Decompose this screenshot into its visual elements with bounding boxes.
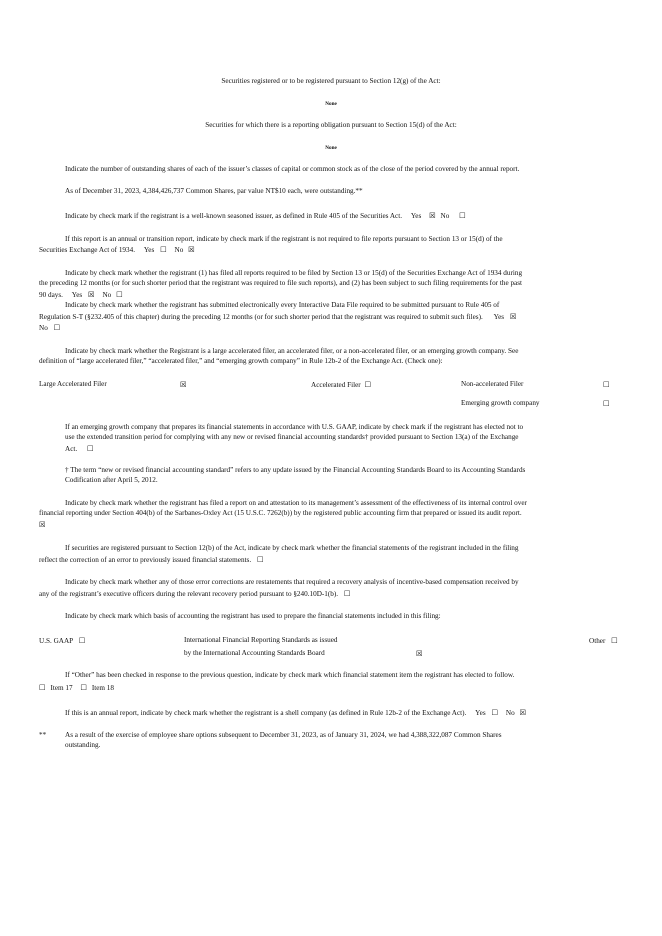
section-15d-heading: Securities for which there is a reporting obligation pursuant to Section 15(d) of the Act: [205,121,457,129]
ifrs-label-line1: International Financial Reporting Standards as issued [184,636,338,644]
us-gaap-label: U.S. GAAP [39,637,73,645]
outstanding-shares-intro: Indicate the number of outstanding shares of each of the issuer’s classes of capital or common stock as of the close of the period covered by the annual report. [65,165,520,173]
large-accelerated-checkbox[interactable]: ☒ [180,380,187,389]
not-required-no-label: No [174,246,184,254]
emerging-growth-checkbox[interactable]: ☐ [603,399,610,408]
filer-line1: Indicate by check mark whether the Registrant is a large accelerated filer, an accelerated filer, or a non-accelerated filer, or an emerging growth company. See [65,347,519,355]
not-required-no-checkbox[interactable]: ☒ [188,245,195,254]
not-required-yes-label: Yes [143,246,155,254]
section-12g-heading: Securities registered or to be registered pursuant to Section 12(g) of the Act: [221,77,441,85]
section-12b-text: reflect the correction of an error to previously issued financial statements. [39,556,252,564]
item17-label: Item 17 [50,684,73,692]
filed-reports-no-checkbox[interactable]: ☐ [116,290,123,299]
wksi-no-label: No [440,212,450,220]
interactive-yes-checkbox[interactable]: ☒ [509,312,517,321]
shell-no-checkbox[interactable]: ☒ [519,708,527,717]
item18-checkbox[interactable]: ☐ [80,683,88,692]
accelerated-checkbox[interactable]: ☐ [364,380,372,389]
egc-note-line1: If an emerging growth company that prepares its financial statements in accordance with U.S. GAAP, indicate by check mark if the registrant has elected not to [65,423,524,431]
egc-note-line2: use the extended transition period for complying with any new or revised financial accounting standards† provided pursuant to Section 13(a) of the Exchange [65,433,519,441]
footnote-line1: As a result of the exercise of employee share options subsequent to December 31, 2023, as of January 31, 2024, we had 4,388,322,087 Common Shares [65,731,502,739]
interactive-line3 [39,323,60,334]
shell-yes-label: Yes [475,709,486,717]
footnote-marker: ** [39,731,47,739]
egc-note-line3 [65,444,94,455]
filed-reports-yes-label: Yes [71,291,83,299]
interactive-line1: Indicate by check mark whether the registrant has submitted electronically every Interactive Data File required to be submitted pursuant to Rule 405 of [65,301,500,309]
not-required-line1: If this report is an annual or transition report, indicate by check mark if the registrant is not required to file reports pursuant to Section 13 or 15(d) of the [65,235,503,243]
shell-no-label: No [505,709,515,717]
wksi-text: Indicate by check mark if the registrant is a well-known seasoned issuer, as defined in Rule 405 of the Securities Act. [65,212,403,220]
section-12b-checkbox[interactable]: ☐ [256,555,264,564]
filed-reports-line3 [39,290,123,301]
filed-reports-text: 90 days. [39,291,63,299]
other-followup-line2 [39,683,114,694]
shell-text: If this is an annual report, indicate by check mark whether the registrant is a shell company (as defined in Rule 12b-2 of the Exchange Act). [65,709,467,717]
footnote-line2: outstanding. [65,741,101,749]
dagger-note-line1: † The term “new or revised financial accounting standard” refers to any update issued by the Financial Accounting Standards Board to its Accounting Standards [65,466,526,474]
other-checkbox[interactable]: ☐ [611,636,618,645]
dagger-note-line2: Codification after April 5, 2012. [65,476,158,484]
icfr-line1: Indicate by check mark whether the registrant has filed a report on and attestation to its management’s assessment of the effectiveness of its internal control over [65,499,527,507]
wksi-yes-checkbox[interactable]: ☒ [429,211,436,220]
egc-election-checkbox[interactable]: ☐ [86,444,94,453]
shell-yes-checkbox[interactable]: ☐ [491,708,499,717]
basis-intro: Indicate by check mark which basis of accounting the registrant has used to prepare the financial statements included in this filing: [65,612,441,620]
filed-reports-line1: Indicate by check mark whether the registrant (1) has filed all reports required to be filed by Section 13 or 15(d) of the Securities Exchange Act of 1934 during [65,269,523,277]
section-12b-line1: If securities are registered pursuant to Section 12(b) of the Act, indicate by check mark whether the financial statements of the registrant included in the filing [65,544,519,552]
wksi-no-checkbox[interactable]: ☐ [459,211,466,220]
interactive-no-checkbox[interactable]: ☐ [53,323,61,332]
accelerated-text: Accelerated Filer [311,381,361,389]
not-required-yes-checkbox[interactable]: ☐ [160,245,167,254]
other-followup-line1: If “Other” has been checked in response to the previous question, indicate by check mark which financial statement item the registrant has elected to follow. [65,671,515,679]
interactive-line2 [39,312,517,323]
restatement-line1: Indicate by check mark whether any of those error corrections are restatements that required a recovery analysis of incentive-based compensation received by [65,578,519,586]
non-accelerated-checkbox[interactable]: ☐ [603,380,610,389]
accelerated-label [311,380,371,391]
not-required-text: Securities Exchange Act of 1934. [39,246,136,254]
interactive-no-label: No [39,324,48,332]
restatement-checkbox[interactable]: ☐ [343,589,351,598]
filed-reports-yes-checkbox[interactable]: ☒ [88,290,95,299]
interactive-text: Regulation S-T (§232.405 of this chapter) during the preceding 12 months (or for such shorter period that the registrant was required to submit such files). [39,313,483,321]
non-accelerated-label: Non-accelerated Filer [461,380,524,388]
filed-reports-line2: the preceding 12 months (or for such shorter period that the registrant was required to file such reports), and (2) has been subject to such filing requirements for the past [39,279,523,287]
filer-line2: definition of “large accelerated filer,” “accelerated filer,” and “emerging growth company” in Rule 12b-2 of the Exchange Act. (Check one): [39,357,443,365]
emerging-growth-label: Emerging growth company [461,399,540,407]
section-15d-value: None [325,145,337,151]
large-accelerated-label: Large Accelerated Filer [39,380,107,388]
ifrs-label-line2: by the International Accounting Standards Board [184,649,325,657]
wksi-question [65,211,466,222]
item17-checkbox[interactable]: ☐ [39,683,46,692]
restatement-line2 [39,589,350,600]
not-required-line2 [39,245,195,256]
other-label: Other [589,637,606,645]
section-12g-value: None [325,101,337,107]
egc-note-act: Act. [65,445,78,453]
interactive-yes-label: Yes [493,313,505,321]
icfr-checkbox[interactable]: ☒ [39,520,46,529]
shell-question [65,708,526,719]
us-gaap-option [39,636,85,647]
restatement-text: any of the registrant’s executive officers during the relevant recovery period pursuant to §240.10D-1(b). [39,590,339,598]
other-option [589,636,618,647]
filed-reports-no-label: No [102,291,112,299]
icfr-line2: financial reporting under Section 404(b) of the Sarbanes-Oxley Act (15 U.S.C. 7262(b)) by the registered public accounting firm that prepared or issued its audit report. [39,509,522,517]
us-gaap-checkbox[interactable]: ☐ [78,636,86,645]
ifrs-checkbox[interactable]: ☒ [416,649,423,658]
outstanding-shares-value: As of December 31, 2023, 4,384,426,737 Common Shares, par value NT$10 each, were outstanding.** [65,187,363,195]
item18-label: Item 18 [91,684,114,692]
wksi-yes-label: Yes [410,212,422,220]
section-12b-line2 [39,555,264,566]
